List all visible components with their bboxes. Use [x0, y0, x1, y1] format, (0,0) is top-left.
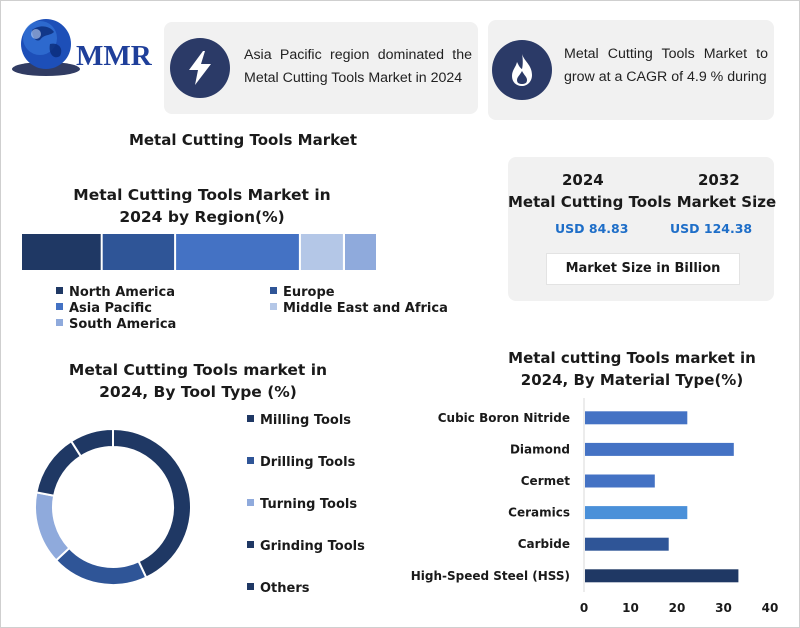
- legend-asia-pacific: Asia Pacific: [56, 301, 152, 316]
- market-size-card: [508, 157, 777, 301]
- info-card-cagr: [488, 20, 774, 120]
- legend-swatch: [270, 303, 277, 310]
- legend-swatch: [247, 499, 254, 506]
- x-tick-label-20: 20: [668, 601, 686, 615]
- region-bar-segment-north-america: [22, 234, 101, 270]
- legend-milling-tools: Milling Tools: [247, 413, 351, 428]
- legend-turning-tools: Turning Tools: [247, 497, 357, 512]
- material-category-label-high-speed-steel-hss: High-Speed Steel (HSS): [410, 568, 570, 583]
- logo: [10, 14, 160, 84]
- material-bar-cermet: [585, 475, 655, 488]
- market-size-label: Metal Cutting Tools Market Size: [508, 193, 777, 211]
- material-category-label-diamond: Diamond: [509, 442, 570, 457]
- legend-others: Others: [247, 581, 310, 596]
- material-bar-diamond: [585, 443, 734, 456]
- globe-icon: [10, 14, 82, 80]
- x-tick-label-30: 30: [715, 601, 732, 615]
- legend-middle-east-africa: Middle East and Africa: [270, 301, 448, 316]
- material-category-label-cermet: Cermet: [520, 474, 570, 488]
- x-tick-label-10: 10: [622, 601, 639, 615]
- legend-swatch: [247, 457, 254, 464]
- material-category-label-cubic-boron-nitride: Cubic Boron Nitride: [437, 410, 570, 425]
- legend-swatch: [56, 303, 63, 310]
- logo-text: MMR: [76, 40, 152, 72]
- legend-swatch: [247, 415, 254, 422]
- value-end: USD 124.38: [670, 221, 753, 236]
- legend-swatch: [247, 541, 254, 548]
- material-type-bar-chart: [410, 398, 796, 620]
- material-category-label-ceramics: Ceramics: [508, 505, 570, 520]
- lightning-bolt-icon: [170, 38, 230, 98]
- info-card-text: Asia Pacific region dominated the Metal Cutting Tools Market in 2024: [244, 47, 472, 86]
- legend-south-america: South America: [56, 317, 176, 332]
- flame-icon: [492, 40, 552, 100]
- material-bar-ceramics: [585, 506, 687, 519]
- material-category-label-carbide: Carbide: [517, 537, 570, 552]
- region-bar-segment-europe: [103, 234, 174, 270]
- region-stacked-bar-chart: [22, 234, 380, 272]
- donut-slice-others: [71, 429, 113, 456]
- legend-swatch: [270, 287, 277, 294]
- material-bar-cubic-boron-nitride: [585, 411, 687, 424]
- x-tick-label-40: 40: [761, 601, 779, 615]
- donut-slice-milling-tools: [113, 429, 191, 578]
- unit-note: Market Size in Billion: [546, 253, 740, 285]
- legend-grinding-tools: Grinding Tools: [247, 539, 365, 554]
- legend-drilling-tools: Drilling Tools: [247, 455, 355, 470]
- region-bar-segment-middle-east-and-africa: [301, 234, 343, 270]
- legend-swatch: [56, 287, 63, 294]
- donut-slice-drilling-tools: [56, 548, 146, 585]
- main-title: Metal Cutting Tools Market: [128, 131, 358, 149]
- donut-slice-turning-tools: [35, 492, 69, 560]
- legend-swatch: [56, 319, 63, 326]
- legend-swatch: [247, 583, 254, 590]
- region-bar-segment-south-america: [345, 234, 376, 270]
- year-end: 2032: [698, 171, 740, 189]
- x-tick-label-0: 0: [579, 601, 589, 615]
- legend-europe: Europe: [270, 285, 335, 300]
- value-start: USD 84.83: [555, 221, 629, 236]
- year-start: 2024: [562, 171, 604, 189]
- info-card-text: Metal Cutting Tools Market to grow at a CAGR of 4.9 % during: [564, 46, 768, 85]
- region-chart-title: Metal Cutting Tools Market in 2024 by Region(%): [73, 186, 331, 226]
- tool-type-donut-chart: [30, 426, 196, 588]
- donut-slice-grinding-tools: [36, 441, 80, 496]
- material-bar-high-speed-steel-hss: [585, 569, 738, 582]
- info-card-asia-pacific: [164, 22, 478, 114]
- material-bar-carbide: [585, 538, 669, 551]
- tool-type-chart-title: Metal Cutting Tools market in 2024, By Tool Type (%): [68, 361, 328, 401]
- material-type-chart-title: Metal cutting Tools market in 2024, By Material Type(%): [508, 349, 756, 389]
- legend-north-america: North America: [56, 285, 175, 300]
- region-bar-segment-asia-pacific: [176, 234, 299, 270]
